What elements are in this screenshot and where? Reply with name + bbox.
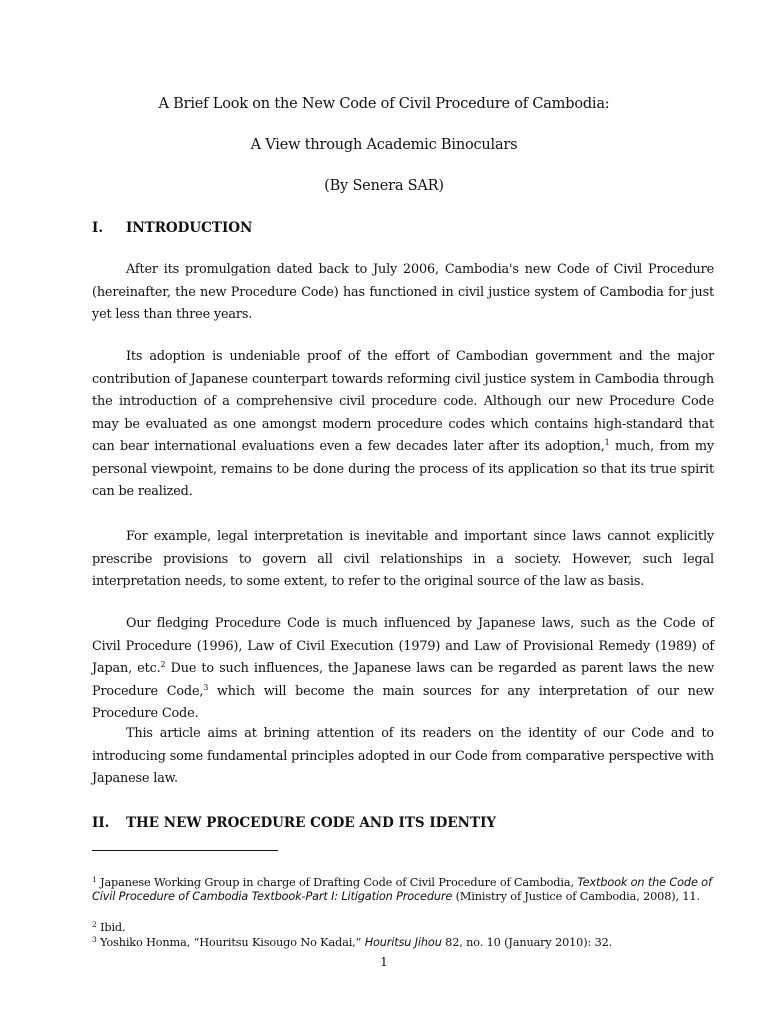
paragraph-5: This article aims at brining attention of its readers on the identity of our Code and to introducing some fundamental principles adopted in our Code from comparative perspective with Japanese law.: [92, 726, 714, 786]
footnote-3-journal: Houritsu Jihou: [364, 936, 442, 949]
paragraph-4: Our fledging Procedure Code is much influenced by Japanese laws, such as the Code of Civil Procedure (1996), Law of Civil Execution (1979) and Law of Provisional Remedy (1989) of Japan, etc.$^2$ Due to such influences, the Japanese laws can be regarded as parent laws the new Procedure Code,$^3$ which will become the main sources for any interpretation of our new Procedure Code.: [92, 616, 714, 721]
footnote-ref-1[interactable]: 1: [604, 438, 610, 447]
section-number: II.: [92, 815, 110, 831]
section-title: INTRODUCTION: [126, 220, 253, 236]
footnote-1: $^1$ Japanese Working Group in charge of Drafting Code of Civil Procedure of Cambodia, Textbook on the Code of Civil Procedure of Cambodia Textbook-Part I: Litigation Procedure (Ministry of Justice of Cambodia, 2008), 11.: [92, 875, 712, 903]
page-number: 1: [380, 955, 388, 969]
section-heading-introduction: [92, 220, 252, 236]
section-title: THE NEW PROCEDURE CODE AND ITS IDENTIY: [126, 815, 497, 831]
document-title: A Brief Look on the New Code of Civil Procedure of Cambodia:: [158, 96, 610, 112]
section-heading-identity: [92, 815, 496, 831]
paragraph-1: After its promulgation dated back to July 2006, Cambodia's new Code of Civil Procedure (hereinafter, the new Procedure Code) has functioned in civil justice system of Cambodia for just yet less than three years.: [92, 262, 714, 322]
document-byline: (By Senera SAR): [324, 178, 444, 194]
paragraph-3: For example, legal interpretation is inevitable and important since laws cannot explicitly prescribe provisions to govern all civil relationships in a society. However, such legal interpretation needs, to some extent, to refer to the original source of the law as basis.: [92, 529, 714, 589]
footnote-ref-2[interactable]: 2: [160, 660, 166, 669]
footnote-ref-3[interactable]: 3: [203, 682, 209, 692]
footnote-3: $^3$ Yoshiko Honma, “Houritsu Kisougo No Kadai,” Houritsu Jihou 82, no. 10 (January 2010): 32.: [92, 935, 613, 949]
footnote-1-title: Textbook on the Code of Civil Procedure of Cambodia Textbook-Part I: Litigation Procedure: [92, 876, 712, 903]
footnote-separator: [92, 850, 278, 851]
footnote-2: $^2$ Ibid.: [92, 920, 126, 934]
document-subtitle: A View through Academic Binoculars: [250, 137, 518, 153]
section-number: I.: [92, 220, 104, 236]
paragraph-2: Its adoption is undeniable proof of the effort of Cambodian government and the major contribution of Japanese counterpart towards reforming civil justice system in Cambodia through the introduction of a comprehensive civil procedure code. Although our new Procedure Code may be evaluated as one amongst modern procedure codes which contains high-standard that can bear international evaluations even a few decades later after its adoption,$^1$ much, from my personal viewpoint, remains to be done during the process of its application so that its true spirit can be realized.: [92, 349, 714, 499]
